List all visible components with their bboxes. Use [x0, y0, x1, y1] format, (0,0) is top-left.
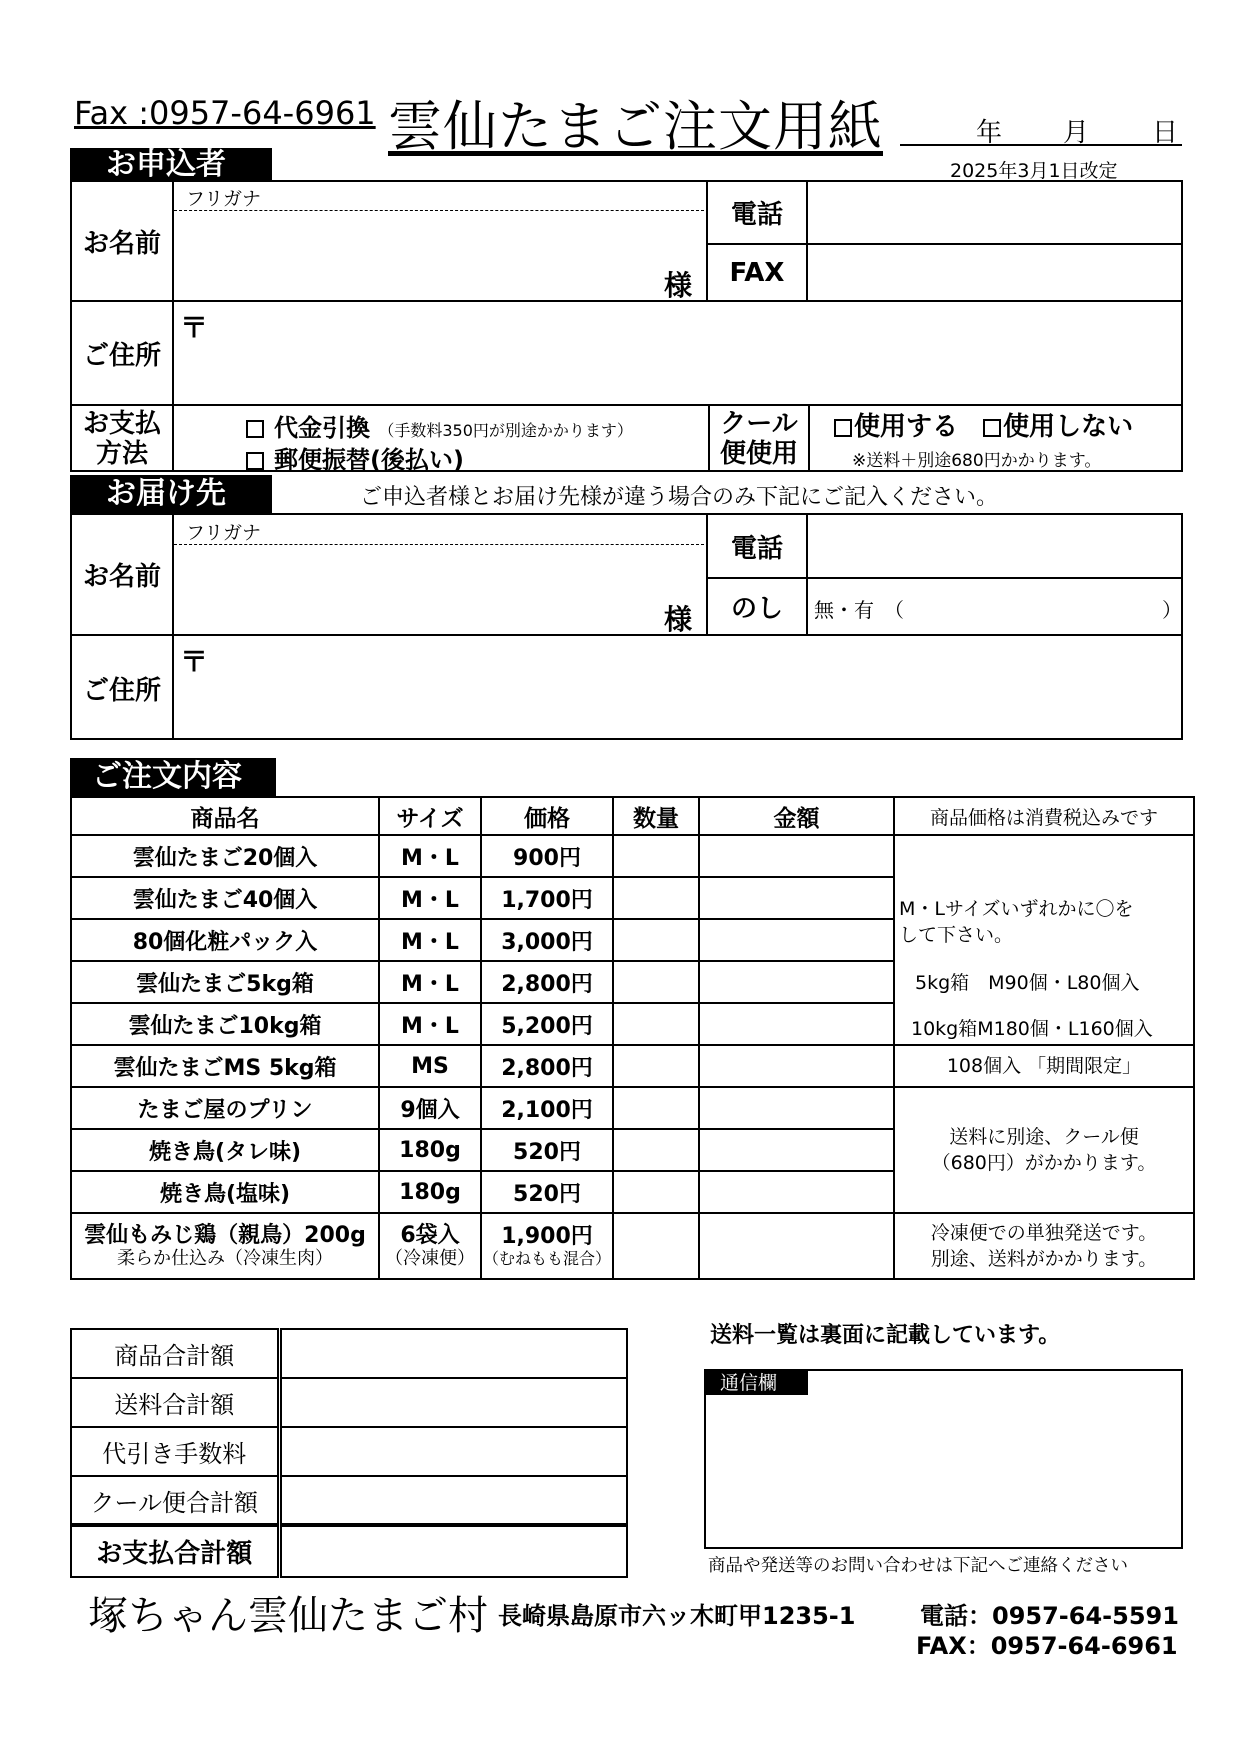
cool-nouse-option[interactable] — [983, 412, 1133, 442]
shipping-note: 送料一覧は裏面に記載しています。 — [710, 1323, 1061, 1348]
delivery-furigana-line — [174, 544, 704, 545]
quantity-field[interactable] — [613, 961, 699, 1003]
totals-row — [71, 1427, 627, 1476]
product-size: 9個入 — [379, 1087, 481, 1129]
product-size — [379, 1213, 481, 1279]
applicant-fax-label: FAX — [729, 257, 785, 288]
cool-fee-line2: （680円）がかかります。 — [931, 1152, 1157, 1174]
date-month: 月 — [1063, 118, 1090, 148]
delivery-tel-label: 電話 — [730, 533, 783, 564]
ml-size-note — [894, 835, 1194, 1045]
company-tel: 電話：0957-64-5591 — [920, 1602, 1179, 1630]
amount-field[interactable] — [699, 1213, 894, 1279]
box5-note: 5kg箱 M90個・L80個入 — [915, 972, 1140, 994]
table-row — [71, 1045, 1194, 1087]
quantity-field[interactable] — [613, 1213, 699, 1279]
totals-label: 送料合計額 — [71, 1378, 279, 1427]
product-price: 1,700円 — [481, 877, 613, 919]
totals-row — [71, 1476, 627, 1525]
product-size-main: 6袋入 — [400, 1223, 460, 1248]
product-price-sub: （むねもも混合） — [482, 1249, 611, 1268]
product-price: 520円 — [481, 1171, 613, 1213]
payment-label-line2: 方法 — [95, 439, 148, 469]
company-address: 長崎県島原市六ッ木町甲1235-1 — [498, 1602, 856, 1630]
comm-label: 通信欄 — [706, 1371, 808, 1395]
product-name: 80個化粧パック入 — [71, 919, 379, 961]
cool-fee-note — [894, 1087, 1194, 1213]
totals-row — [71, 1525, 627, 1577]
product-size[interactable]: MS — [379, 1045, 481, 1087]
product-price: 2,800円 — [481, 961, 613, 1003]
grand-total-label: お支払合計額 — [71, 1525, 279, 1577]
checkbox-icon[interactable] — [983, 419, 1001, 437]
date-day: 日 — [1152, 118, 1179, 148]
product-size: 180g — [379, 1129, 481, 1171]
product-name: 雲仙たまご40個入 — [71, 877, 379, 919]
cool-label — [710, 406, 808, 472]
product-name: 焼き鳥(塩味) — [71, 1171, 379, 1213]
product-name — [71, 1213, 379, 1279]
order-header-row — [71, 797, 1194, 835]
amount-field[interactable] — [699, 961, 894, 1003]
amount-field[interactable] — [699, 1171, 894, 1213]
amount-field[interactable] — [699, 919, 894, 961]
amount-field[interactable] — [699, 1045, 894, 1087]
page-title: 雲仙たまご注文用紙 — [388, 95, 883, 158]
product-size: 180g — [379, 1171, 481, 1213]
quantity-field[interactable] — [613, 1003, 699, 1045]
cool-note: ※送料＋別途680円かかります。 — [852, 451, 1102, 471]
payment-cod-option[interactable] — [246, 408, 633, 443]
col-amount: 金額 — [699, 797, 894, 835]
contact-note: 商品や発送等のお問い合わせは下記へご連絡ください — [708, 1556, 1128, 1576]
company-fax: FAX：0957-64-6961 — [916, 1632, 1178, 1660]
ml-note-line1: M・Lサイズいずれかに〇を — [899, 898, 1134, 920]
payment-cod-note: （手数料350円が別途かかります） — [378, 421, 633, 440]
col-size: サイズ — [379, 797, 481, 835]
quantity-field[interactable] — [613, 1087, 699, 1129]
product-price: 900円 — [481, 835, 613, 877]
quantity-field[interactable] — [613, 835, 699, 877]
amount-field[interactable] — [699, 1003, 894, 1045]
product-size-sub: （冷凍便） — [385, 1248, 475, 1269]
delivery-tel-field[interactable] — [808, 515, 1181, 577]
product-name-sub: 柔らか仕込み（冷凍生肉） — [117, 1248, 333, 1269]
date-year: 年 — [976, 118, 1003, 148]
box10-note: 10kg箱M180個・L160個入 — [911, 1018, 1153, 1040]
frozen-note — [894, 1213, 1194, 1279]
col-quantity: 数量 — [613, 797, 699, 835]
payment-label — [72, 406, 172, 472]
product-name: 雲仙たまご10kg箱 — [71, 1003, 379, 1045]
grand-total-field[interactable] — [279, 1525, 627, 1577]
col-product: 商品名 — [71, 797, 379, 835]
product-price — [481, 1213, 613, 1279]
amount-field[interactable] — [699, 835, 894, 877]
ml-note-line2: して下さい。 — [899, 924, 1014, 946]
ms-note: 108個入 「期間限定」 — [894, 1045, 1194, 1087]
applicant-fax-field[interactable] — [808, 245, 1181, 300]
table-row — [71, 835, 1194, 877]
product-price: 5,200円 — [481, 1003, 613, 1045]
totals-label: 商品合計額 — [71, 1329, 279, 1378]
checkbox-icon[interactable] — [246, 420, 264, 438]
applicant-tel-label: 電話 — [730, 200, 783, 230]
cool-options — [834, 406, 1133, 443]
totals-table — [70, 1328, 628, 1578]
product-size[interactable]: M・L — [379, 919, 481, 961]
delivery-noshi-value[interactable]: 無・有 （ — [814, 598, 904, 622]
totals-row — [71, 1378, 627, 1427]
table-row — [71, 1087, 1194, 1129]
delivery-address-label: ご住所 — [82, 675, 161, 706]
payment-label-line1: お支払 — [82, 409, 161, 439]
delivery-postal-mark: 〒 — [180, 645, 209, 678]
totals-label: クール便合計額 — [71, 1476, 279, 1525]
product-price: 2,100円 — [481, 1087, 613, 1129]
applicant-furigana-line — [174, 210, 704, 211]
delivery-sama: 様 — [664, 603, 693, 636]
quantity-field[interactable] — [613, 1129, 699, 1171]
totals-value-field[interactable] — [279, 1329, 627, 1378]
applicant-postal-mark: 〒 — [180, 311, 209, 344]
amount-field[interactable] — [699, 1129, 894, 1171]
quantity-field[interactable] — [613, 1171, 699, 1213]
product-size[interactable]: M・L — [379, 835, 481, 877]
cool-label-line1: クール — [720, 409, 798, 439]
delivery-name-label: お名前 — [82, 562, 161, 592]
comm-box[interactable] — [704, 1369, 1183, 1549]
totals-value-field[interactable] — [279, 1378, 627, 1427]
product-price: 3,000円 — [481, 919, 613, 961]
totals-row — [71, 1329, 627, 1378]
product-size[interactable]: M・L — [379, 877, 481, 919]
company-name: 塚ちゃん雲仙たまご村 — [88, 1593, 488, 1639]
product-name: たまご屋のプリン — [71, 1087, 379, 1129]
applicant-tel-field[interactable] — [808, 182, 1181, 243]
checkbox-icon[interactable] — [246, 452, 264, 470]
totals-value-field[interactable] — [279, 1476, 627, 1525]
product-name: 焼き鳥(タレ味) — [71, 1129, 379, 1171]
frozen-note-line1: 冷凍便での単独発送です。 — [930, 1222, 1158, 1244]
revision-date: 2025年3月1日改定 — [950, 160, 1118, 182]
quantity-field[interactable] — [613, 877, 699, 919]
product-price-main: 1,900円 — [501, 1224, 593, 1249]
order-table — [70, 796, 1195, 1280]
totals-label: 代引き手数料 — [71, 1427, 279, 1476]
delivery-instruction: ご申込者様とお届け先様が違う場合のみ下記にご記入ください。 — [360, 485, 999, 510]
delivery-noshi-close: ） — [1162, 598, 1182, 622]
product-price: 520円 — [481, 1129, 613, 1171]
product-size[interactable]: M・L — [379, 961, 481, 1003]
col-price: 価格 — [481, 797, 613, 835]
totals-value-field[interactable] — [279, 1427, 627, 1476]
table-row — [71, 1213, 1194, 1279]
quantity-field[interactable] — [613, 919, 699, 961]
order-section-header: ご注文内容 — [70, 758, 276, 796]
product-price: 2,800円 — [481, 1045, 613, 1087]
checkbox-icon[interactable] — [834, 419, 852, 437]
applicant-address-label: ご住所 — [82, 340, 161, 371]
product-name-main: 雲仙もみじ鶏（親鳥）200g — [84, 1223, 366, 1248]
applicant-furigana-label: フリガナ — [186, 188, 262, 210]
frozen-note-line2: 別途、送料がかかります。 — [930, 1248, 1158, 1270]
cool-fee-line1: 送料に別途、クール便 — [949, 1126, 1139, 1148]
col-tax-note: 商品価格は消費税込みです — [894, 797, 1194, 835]
product-name: 雲仙たまご5kg箱 — [71, 961, 379, 1003]
date-underline — [900, 144, 1182, 146]
applicant-name-label: お名前 — [82, 228, 161, 259]
delivery-noshi-label: のし — [730, 594, 783, 624]
payment-postal-label: 郵便振替(後払い) — [274, 446, 464, 474]
payment-cod-label: 代金引換 — [274, 414, 370, 442]
cool-use-label: 使用する — [854, 412, 959, 442]
applicant-sama: 様 — [664, 269, 693, 302]
delivery-section-header: お届け先 — [70, 475, 272, 513]
product-name: 雲仙たまご20個入 — [71, 835, 379, 877]
payment-postal-option[interactable] — [246, 440, 464, 475]
product-name: 雲仙たまごMS 5kg箱 — [71, 1045, 379, 1087]
cool-use-option[interactable] — [834, 412, 958, 442]
product-size[interactable]: M・L — [379, 1003, 481, 1045]
cool-label-line2: 便使用 — [719, 439, 798, 469]
amount-field[interactable] — [699, 1087, 894, 1129]
quantity-field[interactable] — [613, 1045, 699, 1087]
cool-nouse-label: 使用しない — [1003, 412, 1134, 442]
fax-number: Fax :0957-64-6961 — [74, 94, 376, 132]
applicant-section-header: お申込者 — [70, 148, 272, 182]
amount-field[interactable] — [699, 877, 894, 919]
delivery-furigana-label: フリガナ — [186, 522, 262, 544]
